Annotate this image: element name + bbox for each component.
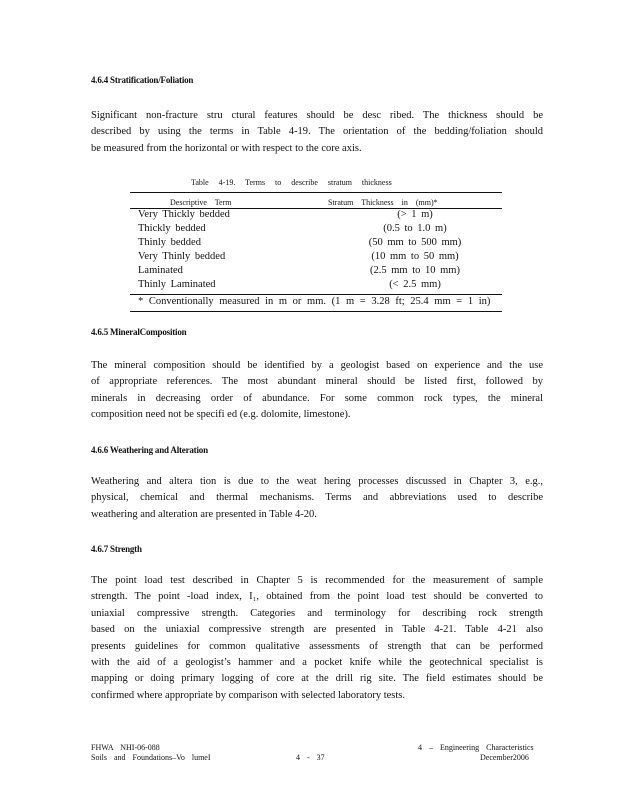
paragraph-line: weathering and alteration are presented in Table 4-20.: [91, 508, 317, 520]
table-cell-thickness: (< 2.5 mm): [389, 279, 441, 290]
paragraph-line: strength. The point -load index, I₁, obtained from the point load test should be converted to: [91, 591, 543, 603]
table-bottom-rule: [130, 311, 502, 312]
paragraph-line: based on the uniaxial compressive strength are presented in Table 4-21. Table 4-21 also: [91, 624, 543, 636]
table-cell-thickness: (2.5 mm to 10 mm): [370, 265, 460, 276]
table-cell-term: Very Thickly bedded: [138, 209, 230, 220]
paragraph-stratification: [91, 108, 543, 157]
paragraph-line: presents guidelines for common qualitative assessments of strength that can be performed: [91, 640, 543, 652]
paragraph-line: uniaxial compressive strength. Categories and terminology for describing rock strength: [91, 607, 543, 619]
paragraph-mineral-composition: [91, 358, 543, 424]
paragraph-line: with the aid of a geologist’s hammer and a pocket knife while the geotechnical specialist is: [91, 657, 543, 669]
paragraph-line: Weathering and altera tion is due to the weat hering processes discussed in Chapter 3, e.g.,: [91, 476, 543, 487]
paragraph-line: Significant non-fracture stru ctural features should be desc ribed. The thickness should be: [91, 110, 543, 121]
section-heading-4-6-6: 4.6.6 Weathering and Alteration: [91, 445, 208, 455]
table-cell-term: Thinly Laminated: [138, 279, 216, 290]
table-cell-thickness: (50 mm to 500 mm): [368, 237, 462, 248]
paragraph-strength: [91, 573, 543, 704]
table-header-term: Descriptive Term: [170, 198, 232, 207]
paragraph-line: The point load test described in Chapter 5 is recommended for the measurement of sample: [91, 575, 543, 586]
section-heading-4-6-5: 4.6.5 MineralComposition: [91, 327, 187, 337]
section-heading-4-6-4: 4.6.4 Stratification/Foliation: [91, 75, 194, 85]
paragraph-weathering: [91, 474, 543, 523]
footer-date: December2006: [480, 753, 529, 762]
paragraph-line: confirmed where appropriate by comparison with selected laboratory tests.: [91, 689, 406, 701]
footer-publication-id: FHWA NHI-06-088: [91, 743, 160, 752]
table-cell-term: Thickly bedded: [138, 223, 206, 234]
table-header-thickness: Stratum Thickness in (mm)*: [328, 198, 438, 207]
table-title: Table 4-19. Terms to describe stratum thickness: [191, 178, 392, 187]
paragraph-line: The mineral composition should be identified by a geologist based on experience and the use: [91, 360, 543, 371]
table-cell-thickness: (10 mm to 50 mm): [371, 251, 459, 262]
footer-page-number: 4 - 37: [296, 753, 325, 762]
paragraph-line: composition need not be specifi ed (e.g. dolomite, limestone).: [91, 409, 351, 421]
footer-chapter-title: 4 – Engineering Characteristics: [418, 743, 534, 752]
section-heading-4-6-7: 4.6.7 Strength: [91, 544, 142, 554]
paragraph-line: physical, chemical and thermal mechanisms. Terms and abbreviations used to describe: [91, 492, 543, 504]
paragraph-line: mapping or doing primary logging of core at the drill rig site. The field estimates should be: [91, 673, 543, 685]
paragraph-line: of appropriate references. The most abundant mineral should be listed first, followed by: [91, 376, 543, 388]
table-cell-term: Thinly bedded: [138, 237, 201, 248]
paragraph-line: be measured from the horizontal or with respect to the core axis.: [91, 142, 362, 154]
table-top-rule: [130, 192, 502, 193]
table-cell-thickness: (> 1 m): [397, 209, 433, 220]
paragraph-line: minerals in decreasing order of abundance. For some common rock types, the mineral: [91, 392, 543, 404]
table-cell-term: Laminated: [138, 265, 183, 276]
footer-volume-title: Soils and Foundations–Vo lumeI: [91, 753, 211, 762]
table-footnote-rule: [130, 294, 502, 295]
table-footnote: * Conventionally measured in m or mm. (1 m = 3.28 ft; 25.4 mm = 1 in): [138, 296, 491, 307]
table-cell-term: Very Thinly bedded: [138, 251, 226, 262]
table-cell-thickness: (0.5 to 1.0 m): [383, 223, 447, 234]
paragraph-line: described by using the terms in Table 4-19. The orientation of the bedding/foliation should: [91, 126, 543, 138]
